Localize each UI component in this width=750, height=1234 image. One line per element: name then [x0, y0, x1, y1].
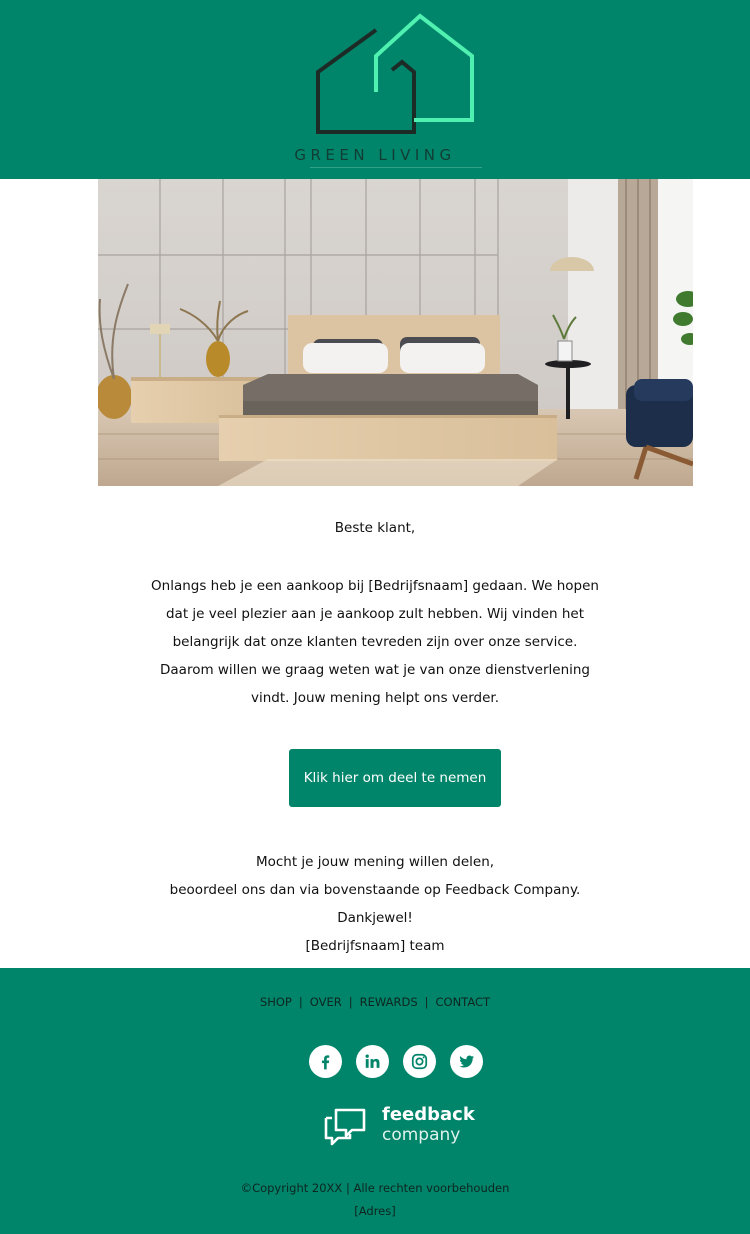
greeting-text: Beste klant, [334, 520, 416, 536]
facebook-icon[interactable] [309, 1045, 342, 1078]
hero-image [98, 179, 693, 486]
closing-line: [Bedrijfsnaam] team [305, 938, 445, 954]
nav-separator: | [298, 995, 303, 1009]
address-text: [Adres] [354, 1204, 396, 1218]
paragraph-line: dat je veel plezier aan je aankoop zult hebben. Wij vinden het [165, 606, 585, 622]
chat-bubbles-icon [322, 1106, 368, 1146]
twitter-icon[interactable] [450, 1045, 483, 1078]
paragraph-line: belangrijk dat onze klanten tevreden zijn over onze service. [172, 634, 578, 650]
closing-line: beoordeel ons dan via bovenstaande op Feedback Company. [169, 882, 581, 898]
footer-link-over[interactable]: OVER [309, 995, 342, 1009]
brand-underline [310, 167, 482, 168]
copyright-text: ©Copyright 20XX | Alle rechten voorbehouden [240, 1181, 510, 1195]
footer-nav [0, 995, 750, 1009]
green-living-house-logo-icon [300, 12, 490, 142]
closing-text [0, 848, 750, 960]
email-header [0, 0, 750, 179]
email-footer [0, 968, 750, 1234]
instagram-icon[interactable] [403, 1045, 436, 1078]
linkedin-icon[interactable] [356, 1045, 389, 1078]
footer-link-contact[interactable]: CONTACT [435, 995, 491, 1009]
paragraph-line: vindt. Jouw mening helpt ons verder. [250, 690, 500, 706]
closing-line: Mocht je jouw mening willen delen, [255, 854, 495, 870]
nav-separator: | [348, 995, 353, 1009]
brand-name: GREEN LIVING [294, 146, 456, 164]
social-links [309, 1045, 485, 1078]
partner-logo-word2: company [382, 1125, 461, 1145]
paragraph-line: Onlangs heb je een aankoop bij [Bedrijfsnaam] gedaan. We hopen [151, 578, 599, 594]
feedback-company-logo[interactable] [322, 1104, 475, 1150]
paragraph-line: Daarom willen we graag weten wat je van onze dienstverlening [160, 662, 590, 678]
footer-link-rewards[interactable]: REWARDS [359, 995, 418, 1009]
bedroom-photo-icon [98, 179, 693, 486]
partner-logo-word1: feedback [382, 1104, 475, 1125]
intro-paragraph [0, 572, 750, 712]
footer-link-shop[interactable]: SHOP [259, 995, 292, 1009]
closing-line: Dankjewel! [337, 910, 413, 926]
participate-button[interactable]: Klik hier om deel te nemen [289, 749, 501, 807]
nav-separator: | [424, 995, 429, 1009]
